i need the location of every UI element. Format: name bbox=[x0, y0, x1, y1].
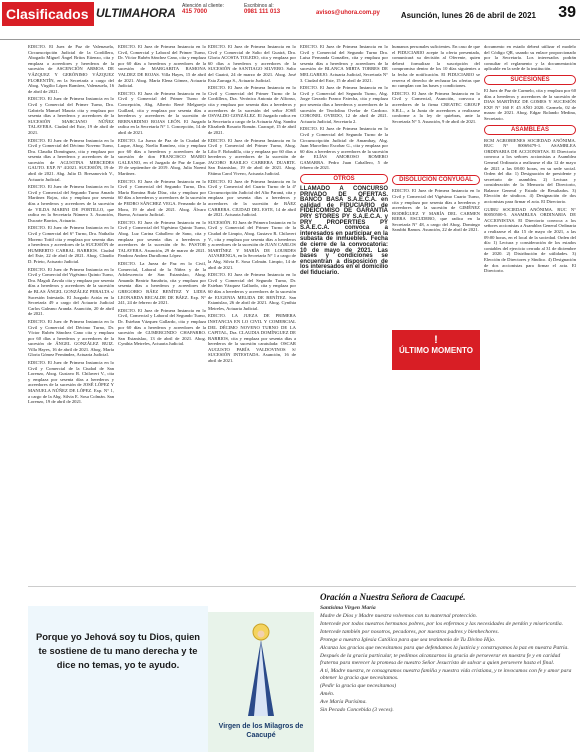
prayer-line: Alcanza las gracias que necesitamos para que defendamos la justicia y construyamos la paz en nuestra Patria. bbox=[320, 645, 569, 651]
notice: humanos personales suficientes. En caso de que el FIDUCIARIO acepte la oferta presentada, comunicará su decisión al Oferente, quien deberá formalizar la suscripción del compromiso dentro de los 10 días siguientes a la fecha de notificación. El FIDUCIARIO se reserva el derecho de rechazar las ofertas que no cumplan con las bases y condiciones. bbox=[392, 44, 480, 89]
prayer-line: (Pedir la gracia que necesitamos) bbox=[320, 683, 397, 689]
prayer-line: Intercede también por nosotros, pecadores, por nuestros padres y bienhechores. bbox=[320, 629, 499, 635]
notice: EDICTO. El Juez de Paz de Valenzuela, Circunscripción Judicial de la Cordillera, Abogado Miguel Ángel Britos Etienzo, cita y emplaza a acreedores y herederos de la sucesión de ASCENCIÓN ARMOA DE VÁZQUEZ Y GERÓNIMO VÁZQUEZ FLORENTÍN, en la Secretaría a cargo del Abog. Virgilio López Ramírez, Valenzuela, 16 de abril de 2021. bbox=[28, 44, 114, 94]
notice: SUCESIÓN. El Juez de Primera Instancia en lo Civil y Comercial del Primer Turno de la Ciudad de Limpio, Abog. Gustavo R. Chilavert V., cita y emplaza por sesenta días a herederos y acreedores de la sucesión de JUAN CARLOS MARTÍNEZ Y MARÍA DE LOURDES ALVARENGA, en la Secretaría N° 1 a cargo de la Abg. Silvia E. Sosa Colmán. Limpio, 14 de abril de 2021. bbox=[208, 219, 296, 270]
section-asambleas: ASAMBLEAS bbox=[484, 125, 576, 135]
notice: EDICTO. El Juez de Primera Instancia en lo Civil y Comercial del Segundo Turno Dra. Luisa Fernanda González, cita y emplaza por sesenta días a herederos y acreedores de la sucesión de BLANCA MIRTA TORRES DE MELGAREJO. Actuaria Judicial, Secretaría N° 3. Ciudad del Este, 15 de abril de 2021. bbox=[300, 44, 388, 83]
whatsapp-contact bbox=[244, 3, 280, 15]
notice: EDICTO. El Juez de Primera Instancia en lo Civil y Comercial del Segundo Turno Amado Martínez Rojas, cita y emplaza por sesenta días a herederos y acreedores de la sucesión de VILDA MARINI DE PORTILLO, que radica en la Secretaría Número 3. Asunción, Ducarte Barrios, Actuario. bbox=[28, 184, 114, 223]
notice: EDICTO. El Juez de Primera Instancia en lo Civil, Comercial y Laboral del Segundo Turno, Dr. Esteban Vázquez Gallardo, cita y emplaza por 60 días a herederos y acreedores de la sucesión de GUMERCINDO CHAPARRO. San Estanislao, 13 de abril de 2021. Abog. Cynthia Meireles, Actuaria Judicial. bbox=[118, 307, 206, 347]
prayer-body bbox=[320, 605, 576, 714]
customer-service-label: Atención al cliente: bbox=[182, 3, 224, 9]
bible-verse-ad bbox=[28, 606, 208, 752]
page-header bbox=[0, 0, 580, 40]
notice: EDICTO. El Juez de Primera Instancia en lo Civil y Comercial del Segundo Turno, Abg. Jorge Gerardo Franco Fatecha, cita y emplaza por sesenta días a herederos y acreedores de la sucesión de Teodolina Ovelar de Cardozo. CORONEL OVIEDO, 12 de abril de 2021. Actuaria Judicial, Secretaría 2. bbox=[300, 85, 388, 124]
customer-service bbox=[182, 3, 224, 15]
notice: EDICTO. El Juez de Primera Instancia en lo Civil, Comercial y Laboral del Primer Turno, Dr. Víctor Rubén Sánchez Cano, cita y emplaza por 60 días a herederos y acreedores de la sucesión de MARGARITA RAMONA VALDEZ DE ROJAS. Villa Hayes, 15 de abril de 2021. Abog. María Elena Gómez, Actuaria Judicial. bbox=[118, 44, 206, 89]
prayer-line: Amén. bbox=[320, 691, 335, 697]
notice: EDICTO. El Juez de Primera Instancia en lo Civil y Comercial del Segundo Turno de la Circunscripción Judicial de Amambay, Abg. Juan Marcelino Escobar G., cita y emplaza por 60 días a herederos y acreedores de la sucesión de ELÍAS AMOROSO ROMERO GAMARRA. Pedro Juan Caballero, 5 de febrero de 2021. bbox=[300, 126, 388, 171]
prayer-line: A ti, Madre nuestra, te consagramos nuestra familia y nuestra vida cristiana, y te invocamos con fe y amor para obtener la gracia que necesitamos. bbox=[320, 668, 572, 681]
notice: EDICTO. La Jueza de Paz en lo Civil, Comercial, Laboral de la Niñez y de la Adolescencia de San Estanislao, Abog. Amanda Beatriz Sanabria, cita y emplaza por sesenta días a herederos y acreedores de GREGORIO BÁEZ BENÍTEZ Y LIDIA LEONARDA RECALDE DE BÁEZ. Exp. N° 241, 24 de febrero de 2021. bbox=[118, 260, 206, 306]
section-title: Clasificados bbox=[2, 2, 94, 26]
prayer-line: Intercede por todos nuestros hermanos pobres, por los enfermos y las necesidades de perdón y misericordia. bbox=[320, 621, 564, 627]
column-3 bbox=[208, 44, 296, 684]
column-6 bbox=[484, 44, 576, 684]
brand-logo: ULTIMAHORA bbox=[96, 6, 176, 20]
ultimo-momento-label: ÚLTIMO MOMENTO bbox=[399, 346, 473, 355]
section-sucesiones: SUCESIONES bbox=[484, 75, 576, 85]
notice: EDICTO. El Juez de Primera Instancia en lo Civil y Comercial del Cuarto Turno de la 4ª Circunscripción Judicial del Alto Paraná, cita y emplaza por sesenta días a herederos y acreedores de la sucesión de BÁEZ CABRERA. CIUDAD DEL ESTE, 14 de abril de 2021. Actuaria Judicial. bbox=[208, 178, 296, 218]
prayer-line: Protege a nuestra Iglesia Católica para que sea testimonio de Tu Divino Hijo. bbox=[320, 637, 496, 643]
notice: EDICTO. El Juez de Primera Instancia en lo Civil y Comercial del Primer Turno, Dra. Gabriela Manuel Mauriz cita y emplaza por sesenta días a herederos y acreedores de la SUCESIÓN MARCIANO NÚÑEZ TALAVERA. Ciudad del Este, 19 de abril de 2021. bbox=[28, 96, 114, 135]
notice: EDICTO. El Juez de Primera Instancia en lo Civil y Comercial de la Ciudad de San Lorenzo, Abog. Gustavo R. Chilavert V., cita y emplaza por sesenta días a herederos y acreedores de la sucesión de JOSÉ LÓPEZ Y MANUELA NÚÑEZ DE LÓPEZ. Exp. N° 1, a cargo de la Abg. Silvia E. Sosa Colmán. San Lorenzo, 19 de abril de 2021. bbox=[28, 360, 114, 405]
email-contact bbox=[316, 10, 380, 16]
prayer-block bbox=[320, 592, 576, 752]
whatsapp-label: Escribinos al: bbox=[244, 3, 274, 9]
virgin-caption: Virgen de los Milagros de Caacupé bbox=[218, 723, 304, 739]
section-otros: OTROS bbox=[300, 174, 388, 184]
prayer-line: Madre de Dios y Madre nuestra volvemos con tu maternal protección. bbox=[320, 613, 478, 619]
ultimo-momento-icon: ! bbox=[434, 334, 438, 346]
notice: GUIRU SOCIEDAD ANÓNIMA. RUC N° 80050500-5. ASAMBLEA ORDINARIA DE ACCIONISTAS. El Directorio convoca a los señores accionistas a Asamblea General Ordinaria a realizarse el día 15 de mayo de 2021, a las 09:00 horas, en el local de la sociedad. Orden del día: 1) Lectura y consideración de los estados contables del ejercicio cerrado al 31 de diciembre de 2020. 2) Distribución de utilidades. 3) Elección de Directores y Síndico. 4) Designación de dos accionistas para firmar el acta. El Directorio. bbox=[484, 206, 576, 274]
section-disolucion: DISOLUCIÓN CONYUGAL bbox=[392, 175, 480, 185]
prayer-line: Ave María Purísima. bbox=[320, 699, 367, 705]
divider bbox=[28, 586, 576, 587]
ultimo-momento-badge bbox=[392, 330, 480, 370]
notice: EDICTO. El Juez de Primera Instancia en lo Civil y Comercial, Asunción, convoca a acreedores de la firma CREATEC GROUP S.R.L., a la Junta de acreedores a realizarse conforme a la ley de quiebras, ante la Secretaría N° 5. Asunción, 9 de abril de 2021. bbox=[392, 90, 480, 124]
column-1 bbox=[28, 44, 114, 602]
whatsapp-phone: 0981 111 013 bbox=[244, 9, 281, 15]
notice: EDICTO. El Juez de Primera Instancia en lo Civil y Comercial del Vigésimo Quinto Turno, Dra. Magali Zavala cita y emplaza por sesenta días a herederos y acreedores de la sucesión de BLAS ÁNGEL GONZÁLEZ PERALTA s/ Sucesión Intestada. El Juzgado Actúa en la Secretaría 49 a cargo del Actuario Judicial Carlos Galeano Aranda. Asunción, 20 de abril de 2021. bbox=[28, 266, 114, 317]
customer-service-phone: 415 7000 bbox=[182, 9, 208, 15]
prayer-title: Oración a Nuestra Señora de Caacupé. bbox=[320, 592, 466, 602]
notice: EDICTO. El Juez de Primera Instancia en lo Civil y Comercial del Vigésimo Quinto Turno, Abog. Luz Carina Caballero de Sano, cita y emplaza por sesenta días a herederos y acreedores de la sucesión de Sr. PASTOR TALAVERA. Asunción, 29 de marzo de 2021. Pandora Andrea Duralloma López. bbox=[118, 219, 206, 259]
column-2 bbox=[118, 44, 206, 684]
bible-verse-text: Porque yo Jehová soy tu Dios, quien te sostiene de tu mano derecha y te dice no temas, yo te ayudo. bbox=[35, 631, 201, 670]
notice: EDICTO. El Juez de Primera Instancia en lo Civil y Comercial del Primer Turno de la Cordillera, Dra. Verónica Antonia de Alfonso, cita y emplaza por sesenta días a herederos y acreedores de la sucesión del señor JOSÉ OSVALDO GONZÁLEZ. El Juzgado radica en la Secretaría a cargo de la Actuaria Abg. Sandra Elizabeth Rosario Román. Caacupé, 15 de abril de 2021. bbox=[208, 85, 296, 135]
notice: EDICTO. El Juez de Primera Instancia en lo Civil y Comercial del Primer Turno de Concepción, Abg. Alberto René Melgarejo Guillard, cita y emplaza por sesenta días a herederos y acreedores de la sucesión de BERNARDINO ROJAS LEÓN. El Juzgado radica en la Secretaría N° 1. Concepción, 14 de abril de 2021. bbox=[118, 90, 206, 135]
virgin-image-ad bbox=[208, 612, 314, 752]
notice: EDICTO. El Juez de Primera Instancia en lo Civil y Comercial del Segundo Turno, Dra. María Romina Ruíz Díaz, cita y emplaza por 60 días a herederos y acreedores de la sucesión de PEDRO SÁNCHEZ VEGA. Fernando de la Mora, 19 de abril de 2021. Abog. Álvaro Bueno, Actuario Judicial. bbox=[118, 178, 206, 218]
notice: EDICTO. El Juez de Primera Instancia en lo Civil y Comercial del Segundo Turno, Dr. Esteban Vázquez Gallardo, cita y emplaza por 60 días a herederos y acreedores de la sucesión de EUGENIA MELIDA DE BENÍTEZ. San Estanislao, 26 de abril de 2021. Abog. Cynthia Meireles, Actuaria Judicial. bbox=[208, 272, 296, 311]
notice: documento en estado deberá utilizar el modelo del Código QR, usando su enlace proporcionado por la Secretaría. Los interesados podrán consultar el reglamento y la documentación aplicable en la sede de la institución. bbox=[484, 44, 576, 72]
prayer-line: Sin Pecado Concebida (3 veces). bbox=[320, 707, 394, 713]
notice: EDICTO. El Juez de Primera Instancia en lo Civil y Comercial del Vigésimo Cuarto Turno, cita y emplaza por sesenta días a herederos y acreedores de la sucesión de GIMÉNEZ RODRÍGUEZ Y MARÍA DEL CARMEN RIERA ESCUDERO, que radica en la Secretaría N° 48, a cargo del Abog. Domingo Sarubbi Ramos. Asunción, 22 de abril de 2021. bbox=[392, 188, 480, 233]
dateline: Asunción, lunes 26 de abril de 2021 bbox=[400, 11, 536, 20]
prayer-line: Santísima Virgen María bbox=[320, 605, 376, 611]
notice: EDICTO. LA JUEZA DE PRIMERA INSTANCIA EN LO CIVIL Y COMERCIAL DEL DÉCIMO NOVENO TURNO DE LA CAPITAL, Dra. CLAUDIA DOMÍNGUEZ DE BARRIOS, cita y emplaza por sesenta días a herederos de la sucesión caratulada: OSCAR AUGUSTO PARÍA VALDOVINOS S/ SUCESIÓN INTESTADA. Asunción, 16 de abril de 2021. bbox=[208, 313, 296, 364]
notice: EDICTO. La Jueza de Paz de la Ciudad de Luque, Abog. Noelia Ramírez, cita y emplaza por 60 días a herederos y acreedores de la sucesión de don FRANCISCO MARIO GALEANO, en el Juzgado de Paz de Luque. 19 de septiembre de 2019. Abog. Julia Noemí Martínez. bbox=[118, 137, 206, 177]
notice-concurso: LLAMADO A CONCURSO PRIVADO DE OFERTAS. BANCO BASA S.A.E.C.A. en calidad de FIDUCIARIO de FIDEICOMISO DE GARANTÍA PRY STORES PY S.A.E.C.A. y PRY PROPERTIES PY S.A.E.C.A. convoca a interesados en participar en la subasta de inmuebles. Fecha de cierre de la convocatoria: 10 de mayo de 2021. Las bases y condiciones se encuentran a disposición de los interesados en el domicilio del fiduciario. bbox=[300, 186, 388, 276]
notice: EDICTO. El Juez de Primera Instancia en lo Civil y Comercial del Primer Turno, Abog. Lilio F. Bobadilla, cita y emplaza por 60 días a herederos y acreedores de la sucesión de JACOBO BASILIO CABRERA DUARTE. San Estanislao, 19 de abril de 2021. Abog. Fátima Carol Vivero, Actuaria Judicial. bbox=[208, 137, 296, 177]
notice: EDICTO. El Juez de Primera Instancia en lo Civil y Comercial del Décimo Turno, Dr. Víctor Rubén Sánchez Cano cita y emplaza por 60 días a herederos y acreedores de la sucesión de ÁNGEL GONZÁLEZ RUIZ. Villa Hayes, 16 de abril de 2021. Abog. María Gloria Gómez Fernández, Actuaria Judicial. bbox=[28, 318, 114, 358]
column-4 bbox=[300, 44, 388, 684]
notice: EDICTO. El Juez de Primera Instancia en lo Civil y Comercial de Salto del Guairá, Dra. Gloria ACOSTA TOLEDO, cita y emplaza por 60 días a herederos y acreedores de la SUCESIÓN de SANTIAGO SILVERO. Salto del Guairá, 24 de marzo de 2021. Abog. José Esta Zarraga S., Actuario Judicial. bbox=[208, 44, 296, 83]
notice: El Juez de Paz de Carmelo, cita y emplaza por 60 días a herederos y acreedores de la sucesión de DIAS MARTÍNEZ DE GOMES Y SUCESIÓN EXP. N° 160 F. 45 AÑO 2020. Carmelo, 02 de marzo de 2021. Abog. Edgar Rolando Medina, Secretario. bbox=[484, 87, 576, 121]
notice: EDICTO. El Juez de Primera Instancia en lo Civil y Comercial del Décimo Noveno Turno, Dra. Claudia Domínguez, cita y emplaza por sesenta días a herederos y acreedores de la sucesión de AGUSTINA MERCEDES GAUTO. EXP. N° 4/2021. SUCESIÓN, 19 de abril de 2021. Abg. Julio D. Bresanovich V., Actuario Judicial. bbox=[28, 137, 114, 182]
prayer-line: Después de la gracia particular, te pedimos alcanzarnos la gracia de perseverar en nuestra fe y en caridad fraterna para merecer la promesa de nuestro Señor Jesucristo de salvar a quien persevere hasta el final. bbox=[320, 653, 561, 666]
notice: EDICTO. El Juez de Primera Instancia en lo Civil y Comercial del 6° Turno, Dra. Nathalia Moreno Tottil cita y emplaza por sesenta días a herederos y acreedores de la SUCESIÓN de HUMBERTO CABRAL BARRIOS. Ciudad del Este, 22 de abril de 2021. Abog. Claudio D. Prieto, Actuario Judicial. bbox=[28, 225, 114, 264]
email-address: avisos@uhora.com.py bbox=[316, 10, 380, 16]
page-number: 39 bbox=[558, 4, 576, 21]
notice: RCM AGROBIENES SOCIEDAD ANÓNIMA. RUC N° 80069479-1. ASAMBLEA ORDINARIA DE ACCIONISTAS. El Directorio convoca a los señores accionistas a Asamblea General Ordinaria a realizarse el día 12 de mayo de 2021 a las 08:00 horas, en su sede social. Orden del día: 1) Designación de presidente y secretario de asamblea. 2) Lectura y consideración de la Memoria del Directorio, Balance General y Estado de Resultados. 3) Elección de síndicos. 4) Designación de dos accionistas para firmar el acta. El Directorio. bbox=[484, 137, 576, 205]
virgin-figure-icon bbox=[242, 620, 280, 720]
